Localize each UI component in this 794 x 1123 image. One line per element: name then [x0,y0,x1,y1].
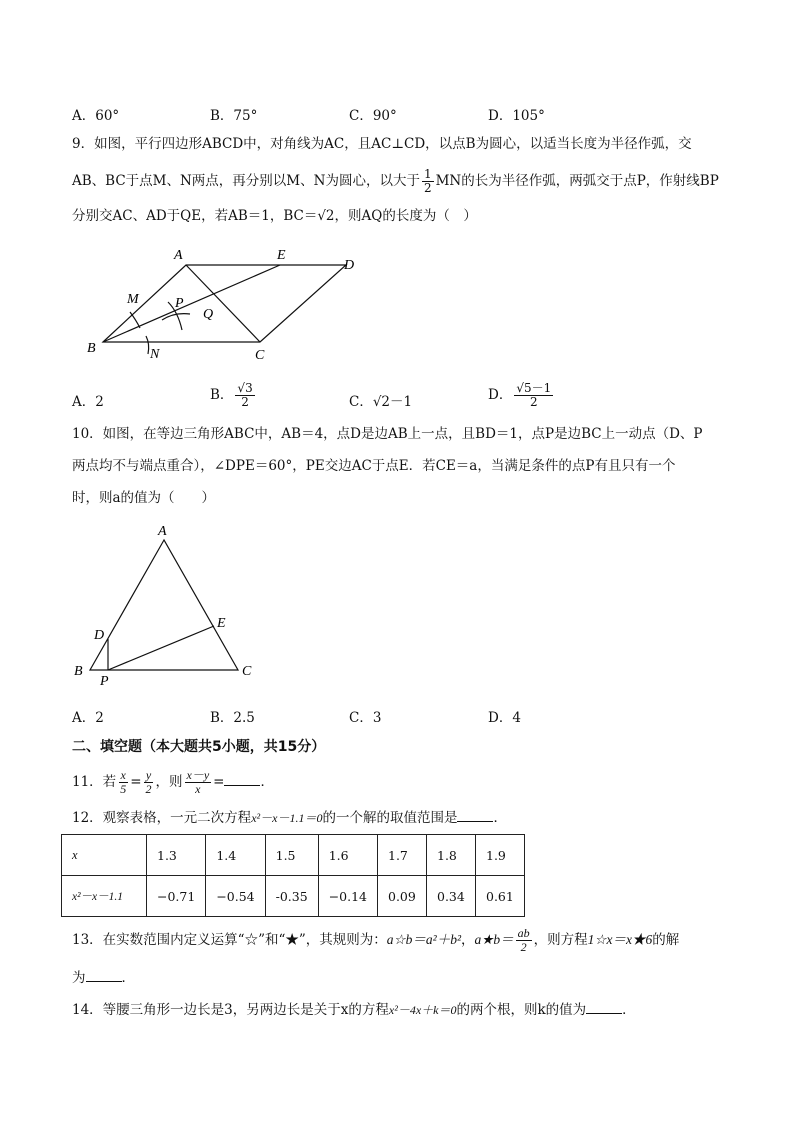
q9-label-e: E [277,248,286,263]
q9-line-2a: AB、BC于点M、N两点，再分别以M、N为圆心，以大于 [72,173,420,189]
q9-line-1: 9．如图，平行四边形ABCD中，对角线为AC，且AC⊥CD，以点B为圆心，以适当长度为半径作弧，交 [72,136,692,152]
table-cell: 1.6 [318,835,377,876]
q10-label-c: C [242,664,252,679]
table-cell: 1.3 [147,835,206,876]
q13-line-1 [72,926,732,954]
q13-equation: 1☆x＝x★6 [587,932,653,947]
q11-prefix: 11．若 [72,774,117,790]
q14-answer-blank[interactable] [586,1001,622,1014]
q8-options [72,104,732,124]
q11-fraction-xy-x [185,769,212,796]
q9-label-p: P [175,296,184,311]
q11-f2-num: y [145,768,152,782]
segment-pe [108,626,214,670]
q9-line-2 [72,168,732,195]
table-row [62,876,525,917]
table-cell: −0.54 [206,876,265,917]
q9-option-d-prefix: D． [488,387,513,403]
table-cell: 0.09 [378,876,427,917]
q12-text-b: 的一个解的取值范围是 [322,810,458,826]
q9-option-b [210,382,257,409]
q9-option-b-den: 2 [241,395,249,409]
q11 [72,768,732,796]
q9-option-b-prefix: B． [210,387,234,403]
q8-option-d: D．105° [488,108,545,124]
table-header-expression: x²－x－1.1 [62,876,147,917]
q10-options [72,706,732,726]
q10-label-b: B [74,664,83,679]
q13-rule2-num: ab [517,926,530,940]
diagonal-ac [186,265,260,342]
arc-n [146,336,149,354]
q10-label-d: D [94,628,105,643]
q8-option-b: B．75° [210,108,258,124]
q13-end: ． [121,970,135,986]
table-cell: 1.7 [378,835,427,876]
q9-label-b: B [87,341,96,356]
q13-answer-blank[interactable] [86,969,122,982]
q13-rule-1: a☆b＝a²＋b² [386,932,461,947]
table-cell: 0.61 [476,876,525,917]
q9-option-d [488,382,555,409]
q14-equation: x²－4x＋k＝0 [388,1003,457,1017]
q11-eq2: = [213,774,225,790]
q13-rule-2a: a★b＝ [474,932,514,947]
q12-text-a: 12．观察表格，一元二次方程 [72,810,252,826]
q8-option-a: A．60° [72,108,120,124]
q11-f1-den: 5 [120,782,127,796]
table-cell: −0.71 [147,876,206,917]
parallelogram-abcd [103,265,346,342]
q9-option-d-num: √5－1 [516,381,552,395]
table-cell: 1.5 [265,835,318,876]
q9-label-a: A [174,248,183,263]
q12-end: ． [493,810,507,826]
q14-text-a: 14．等腰三角形一边长是3，另两边长是关于x的方程 [72,1002,389,1018]
q14-end: ． [622,1002,636,1018]
q13-rule2-den: 2 [520,940,527,954]
q10-label-p: P [100,674,109,689]
q10-label-e: E [217,616,226,631]
q9-label-n: N [150,347,160,362]
q11-end: ． [260,774,274,790]
table-cell: 1.8 [427,835,476,876]
q9-option-b-num: √3 [237,381,253,395]
q9-line-2b: MN的长为半径作弧，两弧交于点P，作射线BP [435,173,719,189]
q11-f1-num: x [120,768,126,782]
q12-equation: x²－x－1.1＝0 [251,811,323,825]
q13-fraction-ab2 [516,927,532,954]
q9-label-d: D [344,258,355,273]
q10-label-a: A [158,524,167,539]
q10-line-1: 10．如图，在等边三角形ABC中，AB＝4，点D是边AB上一点，且BD＝1，点P是边BC上一动点（D、P [72,426,703,442]
q9-half-num: 1 [423,167,432,181]
q9-parallelogram-figure [80,240,380,365]
table-cell: -0.35 [265,876,318,917]
q9-option-d-den: 2 [529,395,538,409]
arc-m [130,312,140,328]
q11-answer-blank[interactable] [224,773,260,786]
q13-sep: ， [461,932,475,948]
q10-option-d: D．4 [488,710,521,726]
q12-table [61,834,525,917]
q12 [72,808,732,828]
q11-mid: ，则 [155,774,183,790]
q9-label-m: M [127,292,139,307]
q13-text-c: 的解 [652,932,680,948]
q11-fraction-x5 [118,769,128,796]
q14 [72,1000,732,1020]
q10-option-a: A．2 [72,710,104,726]
q11-f3-num: x－y [186,768,210,782]
q10-line-2: 两点均不与端点重合），∠DPE＝60°，PE交边AC于点E．若CE＝a，当满足条件的点P有且只有一个 [72,458,676,474]
q10-option-c: C．3 [349,710,382,726]
q9-option-c: C．√2－1 [349,394,413,410]
q9-half-fraction [422,168,434,195]
table-cell: 0.34 [427,876,476,917]
table-row [62,835,525,876]
q12-answer-blank[interactable] [457,809,493,822]
q9-option-d-fraction [514,382,553,409]
q9-line-3: 分别交AC、AD于QE，若AB＝1，BC＝√2，则AQ的长度为（ ） [72,208,477,224]
q11-eq: = [130,774,142,790]
q9-label-q: Q [203,307,214,322]
table-cell: 1.9 [476,835,525,876]
q9-options [72,382,732,422]
q8-option-c: C．90° [349,108,397,124]
q10-triangle-figure [68,518,268,690]
table-cell: −0.14 [318,876,377,917]
q9-option-b-fraction [235,382,254,409]
table-header-x: x [62,835,147,876]
q13-line2-text: 为 [72,970,86,986]
q13-line-2 [72,968,732,988]
q9-option-a: A．2 [72,394,104,410]
q10-option-b: B．2.5 [210,710,255,726]
section-2-heading: 二、填空题（本大题共5小题，共15分） [72,739,326,755]
q9-label-c: C [255,348,265,363]
q10-line-3: 时，则a的值为（ ） [72,490,216,506]
q14-text-b: 的两个根，则k的值为 [456,1002,587,1018]
q11-fraction-y2 [144,769,154,796]
table-cell: 1.4 [206,835,265,876]
q11-f3-den: x [195,782,201,796]
triangle-abc [90,540,238,670]
q13-text-b: ，则方程 [533,932,588,948]
q9-half-den: 2 [423,181,432,195]
q13-text-a: 13．在实数范围内定义运算“☆”和“★”，其规则为： [72,932,387,948]
q11-f2-den: 2 [145,782,152,796]
